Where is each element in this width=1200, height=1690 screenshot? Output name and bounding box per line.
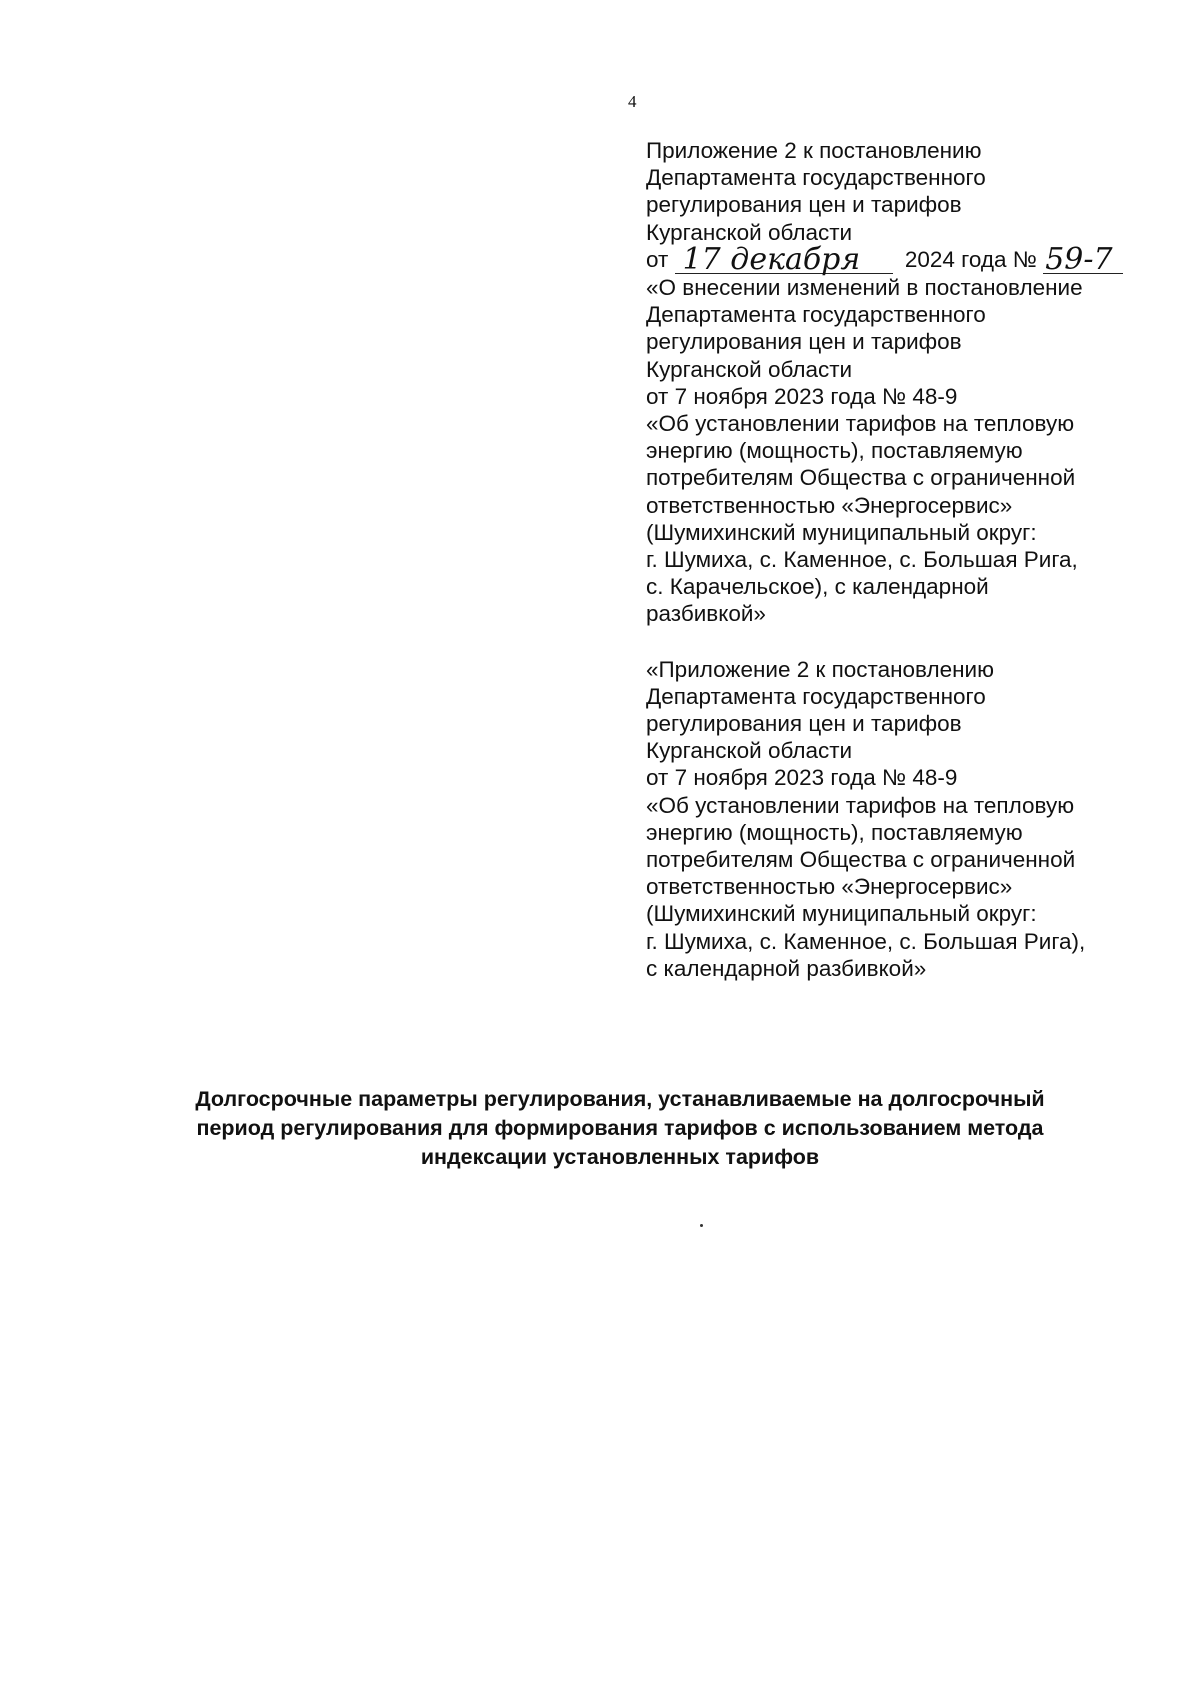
quoted-line: регулирования цен и тарифов — [646, 711, 962, 737]
header-line: от 7 ноября 2023 года № 48-9 — [646, 383, 958, 409]
quoted-line: г. Шумиха, с. Каменное, с. Большая Рига), — [646, 928, 1086, 954]
quoted-line: потребителям Общества с ограниченной — [646, 847, 1076, 873]
header-line: (Шумихинский муниципальный округ: — [646, 519, 1037, 545]
handwritten-number: 59-7 — [1045, 241, 1113, 277]
handwritten-number-field — [1043, 241, 1123, 277]
header-line: «Об установлении тарифов на тепловую — [646, 411, 1075, 437]
quoted-line: ответственностью «Энергосервис» — [646, 874, 1013, 900]
header-line: регулирования цен и тарифов — [646, 329, 962, 355]
header-line: ответственностью «Энергосервис» — [646, 492, 1013, 518]
quoted-line: с календарной разбивкой» — [646, 955, 927, 981]
date-line — [646, 241, 1186, 277]
header-line: Департамента государственного — [646, 165, 986, 191]
block-spacer — [646, 628, 1186, 656]
page-number: 4 — [628, 92, 637, 111]
header-line: «О внесении изменений в постановление — [646, 275, 1083, 301]
document-heading — [120, 1085, 1120, 1172]
header-line: потребителям Общества с ограниченной — [646, 465, 1076, 491]
quoted-line: Курганской области — [646, 738, 853, 764]
appendix-header — [646, 137, 1186, 628]
quoted-line: Департамента государственного — [646, 683, 986, 709]
header-line: с. Карачельское), с календарной — [646, 574, 989, 600]
heading-line: Долгосрочные параметры регулирования, устанавливаемые на долгосрочный — [195, 1087, 1045, 1111]
header-line: Приложение 2 к постановлению — [646, 138, 982, 163]
header-line: Департамента государственного — [646, 302, 986, 328]
header-line: энергию (мощность), поставляемую — [646, 438, 1023, 464]
header-line: регулирования цен и тарифов — [646, 192, 962, 218]
header-line: г. Шумиха, с. Каменное, с. Большая Рига, — [646, 547, 1078, 573]
appendix-block — [646, 137, 1186, 982]
heading-line: период регулирования для формирования тарифов с использованием метода — [196, 1116, 1044, 1140]
handwritten-date: 17 декабря — [682, 241, 861, 277]
quoted-line: «Приложение 2 к постановлению — [646, 656, 994, 682]
quoted-line: от 7 ноября 2023 года № 48-9 — [646, 765, 958, 791]
quoted-line: «Об установлении тарифов на тепловую — [646, 792, 1075, 818]
heading-line: индексации установленных тарифов — [420, 1145, 820, 1169]
quoted-line: энергию (мощность), поставляемую — [646, 819, 1023, 845]
header-line: разбивкой» — [646, 601, 766, 627]
date-middle: 2024 года № — [904, 246, 1037, 272]
quoted-appendix — [646, 656, 1186, 982]
date-prefix: от — [646, 246, 669, 272]
handwritten-date-field — [675, 241, 893, 277]
header-line: Курганской области — [646, 356, 853, 382]
quoted-line: (Шумихинский муниципальный округ: — [646, 901, 1037, 927]
scan-speck — [700, 1224, 703, 1227]
header-line: Курганской области — [646, 219, 853, 245]
